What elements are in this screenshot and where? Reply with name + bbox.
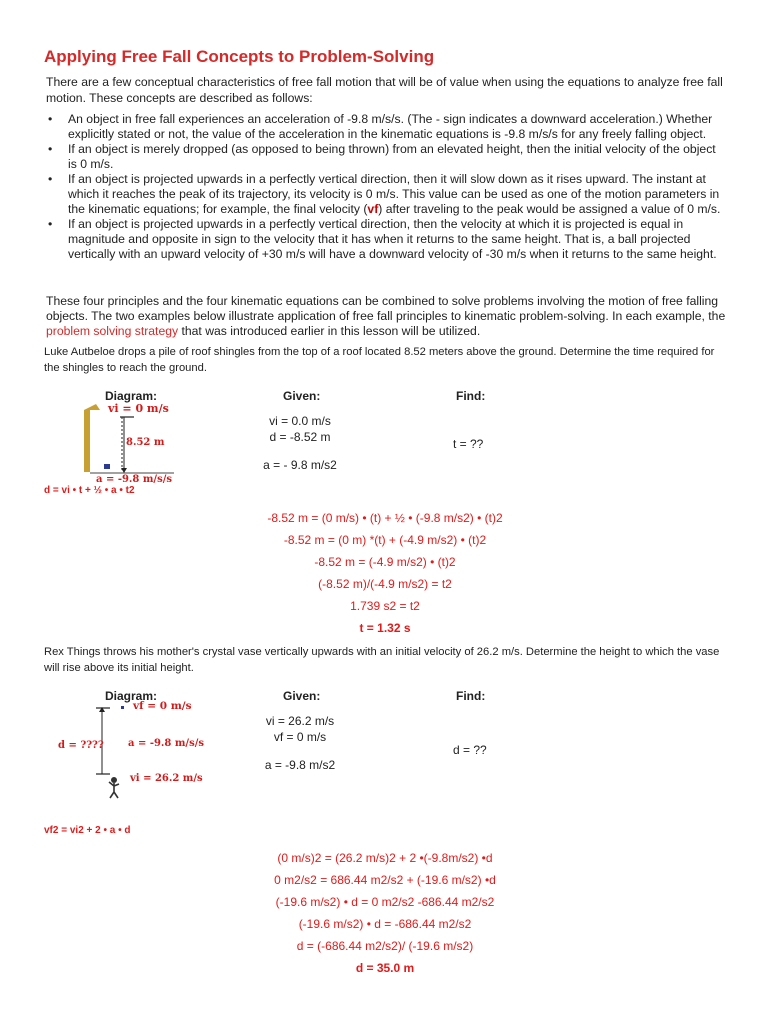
example1-equation: d = vi • t + ½ • a • t2	[44, 485, 135, 496]
example2-find-label: Find:	[456, 689, 486, 703]
example2-solution	[200, 847, 570, 979]
arrow-head	[121, 468, 127, 473]
solution-answer: t = 1.32 s	[359, 621, 411, 635]
given-value: vf = 0 m/s	[273, 730, 327, 744]
building-wall	[84, 410, 90, 472]
given-value: vi = 26.2 m/s	[265, 714, 335, 728]
example1-given-values	[230, 413, 370, 473]
concept-item	[46, 217, 726, 262]
thrower-icon	[109, 782, 119, 798]
summary-paragraph	[46, 294, 726, 339]
example2-fig-vi: vi = 26.2 m/s	[130, 773, 203, 784]
example2-given-label: Given:	[283, 689, 321, 703]
shingles-icon	[104, 464, 110, 469]
example1-fig-vi: vi = 0 m/s	[108, 402, 169, 415]
solution-step: 0 m2/s2 = 686.44 m2/s2 + (-19.6 m/s2) •d	[274, 873, 496, 887]
solution-step: (-8.52 m)/(-4.9 m/s2) = t2	[318, 577, 452, 591]
concept-item	[46, 142, 726, 172]
solution-step: (-19.6 m/s2) • d = -686.44 m2/s2	[298, 917, 472, 931]
page-title: Applying Free Fall Concepts to Problem-Solving	[44, 47, 435, 66]
solution-step: d = (-686.44 m2/s2)/ (-19.6 m/s2)	[296, 939, 474, 953]
roof-edge	[84, 404, 100, 410]
summary-text: that was introduced earlier in this lesson will be utilized.	[178, 324, 481, 338]
solution-answer: d = 35.0 m	[355, 961, 415, 975]
solution-step: -8.52 m = (-4.9 m/s2) • (t)2	[314, 555, 456, 569]
example2-fig-vf: vf = 0 m/s	[133, 700, 192, 712]
vase-icon	[121, 706, 124, 709]
solution-step: 1.739 s2 = t2	[350, 599, 420, 613]
example1-fig-height: 8.52 m	[126, 437, 165, 448]
example1-fig-accel: a = -9.8 m/s/s	[96, 474, 172, 485]
concept-item	[46, 172, 726, 217]
example2-given-values	[230, 713, 370, 773]
solution-step: -8.52 m = (0 m/s) • (t) + ½ • (-9.8 m/s2) • (t)2	[267, 511, 503, 525]
given-value: a = -9.8 m/s2	[264, 758, 336, 772]
solution-step: (-19.6 m/s2) • d = 0 m2/s2 -686.44 m2/s2	[275, 895, 495, 909]
summary-text: These four principles and the four kinematic equations can be combined to solve problems involving the motion of free falling objects. The two examples below illustrate application of free fall principles to kinematic problem-solving. In each example, the	[46, 294, 726, 323]
problem-solving-strategy-link[interactable]: problem solving strategy	[46, 324, 179, 338]
example1-given-label: Given:	[283, 389, 321, 403]
example1-problem: Luke Autbeloe drops a pile of roof shingles from the top of a roof located 8.52 meters above the ground. Determine the time required for the shingles to reach the ground.	[44, 346, 715, 374]
example1-find-label: Find:	[456, 389, 486, 403]
example2-fig-accel: a = -9.8 m/s/s	[128, 738, 204, 749]
concept-item	[46, 112, 726, 142]
concept-text: If an object is merely dropped (as opposed to being thrown) from an elevated height, then the initial velocity of the object is 0 m/s.	[68, 142, 716, 171]
final-velocity-symbol: vf	[367, 202, 379, 216]
intro-paragraph: There are a few conceptual characteristics of free fall motion that will be of value when using the equations to analyze free fall motion. These concepts are described as follows:	[46, 75, 723, 105]
given-value: d = -8.52 m	[269, 430, 331, 444]
concept-text: If an object is projected upwards in a perfectly vertical direction, then the velocity at which it is projected is equal in magnitude and opposite in sign to the velocity that it has when it returns to the same height. That is, a ball projected vertically with an upward velocity of +30 m/s will have a downward velocity of -30 m/s when it returns to the same height.	[68, 217, 717, 261]
given-value: vi = 0.0 m/s	[269, 414, 331, 428]
example2-problem: Rex Things throws his mother's crystal vase vertically upwards with an initial velocity of 26.2 m/s. Determine the height to which the vase will rise above its initial height.	[44, 646, 720, 674]
example2-fig-d: d = ????	[58, 740, 104, 751]
example2-equation: vf2 = vi2 + 2 • a • d	[44, 825, 131, 836]
example1-find-value: t = ??	[453, 437, 484, 451]
solution-step: (0 m/s)2 = (26.2 m/s)2 + 2 •(-9.8m/s2) •d	[277, 851, 493, 865]
example2-find-value: d = ??	[453, 743, 487, 757]
given-value: a = - 9.8 m/s2	[263, 458, 337, 472]
example1-solution	[200, 507, 570, 639]
solution-step: -8.52 m = (0 m) *(t) + (-4.9 m/s2) • (t)2	[283, 533, 487, 547]
thrower-head	[111, 777, 117, 783]
example1-diagram-label: Diagram:	[105, 389, 158, 403]
example2-diagram-label: Diagram:	[105, 689, 158, 703]
concept-list	[46, 112, 726, 262]
concept-text: An object in free fall experiences an acceleration of -9.8 m/s/s. (The - sign indicates a downward acceleration.) Whether explicitly stated or not, the value of the acceleration in the kinematic equations is -9.8 m/s/s for any freely falling object.	[68, 112, 713, 141]
concept-text: ) after traveling to the peak would be assigned a value of 0 m/s.	[378, 202, 721, 216]
concept-text: If an object is projected upwards in a perfectly vertical direction, then it will slow down as it rises upward. The instant at which it reaches the peak of its trajectory, its velocity is 0 m/s. This value can be used as one of the motion parameters in the kinematic equations; for example, the final velocity (	[68, 172, 720, 216]
